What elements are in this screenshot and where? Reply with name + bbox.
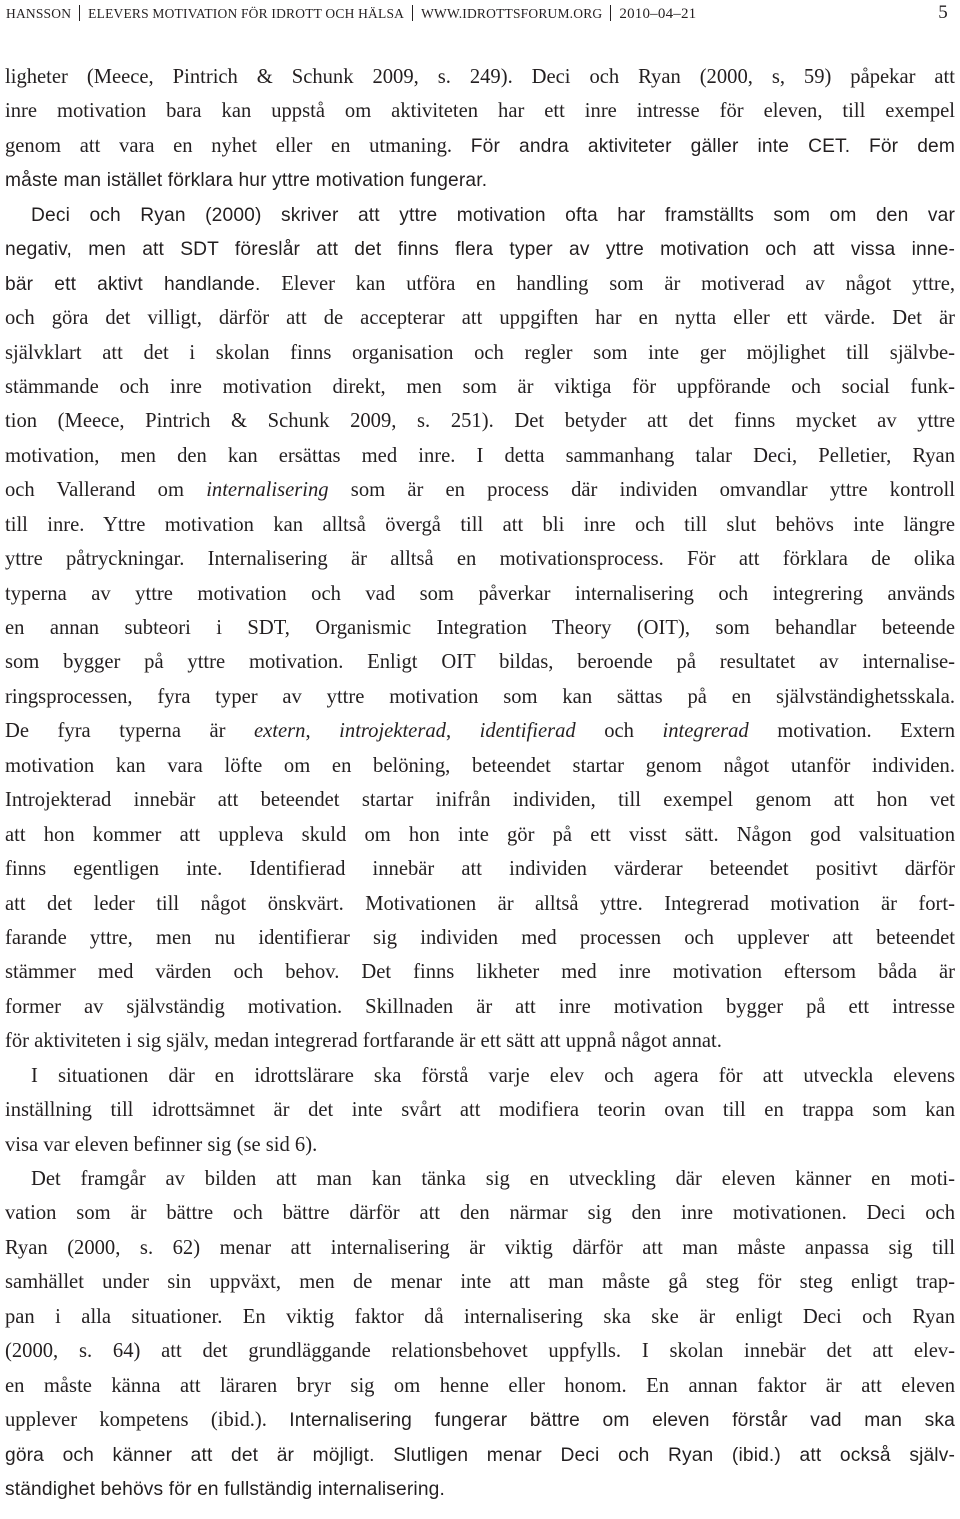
text-line (5, 1059, 955, 1093)
text-line (5, 1472, 955, 1506)
text-run: till inre. Yttre motivation kan alltså övergå till att bli inre och till slut behövs inte längre (5, 513, 955, 536)
text-line (5, 1334, 955, 1368)
text-run: motivation kan vara löfte om en belöning, beteendet startar genom något utanför individen. (5, 754, 955, 777)
text-run: inre motivation bara kan uppstå om aktiviteten har ett inre intresse för eleven, till exempel (5, 100, 955, 123)
text-run: För andra aktiviteter gäller inte CET. (470, 135, 851, 157)
emphasized-term: internalisering (206, 479, 329, 502)
emphasized-term: extern (254, 720, 306, 743)
text-run: bär ett aktivt handlande. (5, 273, 261, 295)
text-line (5, 267, 955, 301)
paragraph (5, 60, 955, 198)
text-line (5, 1196, 955, 1230)
text-line (5, 921, 955, 955)
text-line (5, 714, 955, 748)
text-run: och (575, 720, 663, 743)
header-divider (412, 5, 413, 21)
header-date: 2010–04–21 (619, 6, 697, 22)
text-run: , (445, 720, 480, 743)
emphasized-term: identifierad (479, 720, 576, 743)
text-run: visa var eleven befinner sig (se sid 6). (5, 1133, 318, 1156)
text-run: måste man istället förklara hur yttre motivation fungerar. (5, 170, 488, 192)
text-run: att det leder till något önskvärt. Motivationen är alltså yttre. Integrerad motivation är fort- (5, 892, 955, 915)
emphasized-term: integrerad (662, 720, 749, 743)
text-run: stämmer med värden och behov. Det finns likheter med inre motivation eftersom båda är (5, 961, 955, 984)
text-run: som bygger på yttre motivation. Enligt OIT bildas, beroende på resultatet av internalise- (5, 651, 955, 674)
text-run: och Vallerand om (5, 479, 207, 502)
text-run: motivation. Extern (748, 720, 956, 743)
text-line (5, 439, 955, 473)
text-line (5, 1128, 955, 1162)
text-run: negativ, men att SDT föreslår att det finns flera typer av yttre motivation och att vissa inne- (5, 239, 955, 261)
text-run: former av självständig motivation. Skillnaden är att inre motivation bygger på ett intresse (5, 995, 955, 1018)
page-number: 5 (938, 2, 948, 23)
emphasized-term: introjekterad (339, 720, 446, 743)
text-line (5, 1403, 955, 1437)
text-line (5, 129, 955, 163)
text-line (5, 955, 955, 989)
text-run: en måste känna att läraren bryr sig om henne eller honom. En annan faktor är att eleven (5, 1374, 955, 1397)
text-line (5, 783, 955, 817)
text-line (5, 1093, 955, 1127)
text-run: ringsprocessen, fyra typer av yttre motivation som kan sättas på en självständighetsskala. (5, 685, 955, 708)
text-line (5, 1231, 955, 1265)
text-run: farande yttre, men nu identifierar sig individen med processen och upplever att beteendet (5, 926, 955, 949)
text-run: finns egentligen inte. Identifierad innebär att individen värderar beteendet positivt därför (5, 858, 955, 881)
header-author: HANSSON (6, 6, 72, 21)
text-line (5, 577, 955, 611)
text-line (5, 818, 955, 852)
text-line (5, 301, 955, 335)
text-line (5, 198, 955, 232)
text-line (5, 645, 955, 679)
text-run: ligheter (Meece, Pintrich & Schunk 2009, s. 249). Deci och Ryan (2000, s, 59) påpekar att (5, 66, 955, 88)
text-line (5, 852, 955, 886)
text-run: Ryan (2000, s. 62) menar att internalisering är viktig därför att man måste anpassa sig till (5, 1236, 955, 1259)
text-line (5, 1024, 955, 1058)
text-line (5, 94, 955, 128)
header-divider (610, 5, 611, 21)
text-line (5, 370, 955, 404)
text-run: en annan subteori i SDT, Organismic Integration Theory (OIT), som behandlar beteende (5, 617, 955, 639)
text-line (5, 404, 955, 438)
text-run: för aktiviteten i sig själv, medan integrerad fortfarande är ett sätt att uppnå något annat. (5, 1030, 722, 1053)
text-run: De fyra typerna är (5, 720, 255, 743)
text-line (5, 336, 955, 370)
paragraph (5, 198, 955, 1059)
text-run: självklart att det i skolan finns organisation och regler som inte ger möjlighet till självbe- (5, 341, 955, 364)
header-title: ELEVERS MOTIVATION FÖR IDROTT OCH HÄLSA (88, 6, 405, 21)
text-run: stämmande och inre motivation direkt, men som är viktiga för uppförande och social funk- (5, 375, 955, 398)
text-run: (2000, s. 64) att det grundläggande relationsbehovet uppfylls. I skolan innebär det att elev- (5, 1340, 955, 1363)
text-line (5, 163, 955, 197)
text-line (5, 60, 955, 94)
text-line (5, 1162, 955, 1196)
text-line (5, 1438, 955, 1472)
text-run (850, 135, 869, 157)
text-run: Elever kan utföra en handling som är motiverad av något yttre, (260, 272, 955, 295)
text-run: , (305, 720, 340, 743)
text-run: pan i alla situationer. En viktig faktor då internalisering ska ske är enligt Deci och Ryan (5, 1305, 955, 1328)
text-line (5, 749, 955, 783)
text-run: motivation, men den kan ersättas med inre. I detta sammanhang talar Deci, Pelletier, Ryan (5, 444, 955, 467)
text-line (5, 990, 955, 1024)
text-run: och göra det villigt, därför att de accepterar att uppgiften har en nytta eller ett värde. Det är (5, 307, 955, 330)
text-line (5, 1300, 955, 1334)
paragraph (5, 1162, 955, 1506)
text-run: som är en process där individen omvandlar yttre kontroll (328, 479, 956, 502)
text-run: Deci och Ryan (2000) skriver att yttre motivation ofta har framställts som om den var (31, 204, 955, 226)
text-run: vation som är bättre och bättre därför att den närmar sig den inre motivationen. Deci och (5, 1202, 955, 1225)
text-run: Internalisering fungerar bättre om eleven förstår vad man ska (289, 1410, 955, 1432)
text-line (5, 508, 955, 542)
text-line (5, 232, 955, 266)
text-line (5, 1369, 955, 1403)
paragraph (5, 1059, 955, 1162)
text-run: inställning till idrottsämnet är det inte svårt att modifiera teorin ovan till en trappa som kan (5, 1099, 955, 1122)
text-run: genom att vara en nyhet eller en utmaning. (5, 134, 471, 157)
header-divider (79, 5, 80, 21)
text-line (5, 680, 955, 714)
text-line (5, 473, 955, 507)
text-run: yttre påtryckningar. Internalisering är alltså en motivationsprocess. För att förklara de olika (5, 548, 955, 571)
running-header (6, 2, 948, 24)
text-run: tion (Meece, Pintrich & Schunk 2009, s. 251). Det betyder att det finns mycket av yttre (5, 410, 955, 433)
text-line (5, 542, 955, 576)
text-run: typerna av yttre motivation och vad som påverkar internalisering och integrering används (5, 582, 955, 605)
text-run: att hon kommer att uppleva skuld om hon inte gör på ett visst sätt. Någon god valsituation (5, 823, 955, 846)
text-run: göra och känner att det är möjligt. Slutligen menar Deci och Ryan (ibid.) att också själv- (5, 1444, 955, 1466)
text-run: För dem (868, 135, 956, 157)
text-run: ständighet behövs för en fullständig internalisering. (5, 1478, 445, 1500)
text-run: samhället under sin uppväxt, men de menar inte att man måste gå steg för steg enligt trap- (5, 1271, 955, 1294)
text-line (5, 611, 955, 645)
header-site: WWW.IDROTTSFORUM.ORG (421, 6, 603, 21)
text-run: upplever kompetens (ibid.). (5, 1409, 290, 1432)
text-line (5, 887, 955, 921)
text-run: Det framgår av bilden att man kan tänka sig en utveckling där eleven känner en moti- (31, 1168, 955, 1190)
text-run: Introjekterad innebär att beteendet startar inifrån individen, till exempel genom att hon vet (5, 789, 955, 812)
text-line (5, 1265, 955, 1299)
body-text (5, 60, 955, 1506)
text-run: I situationen där en idrottslärare ska förstå varje elev och agera för att utveckla elevens (31, 1064, 955, 1087)
